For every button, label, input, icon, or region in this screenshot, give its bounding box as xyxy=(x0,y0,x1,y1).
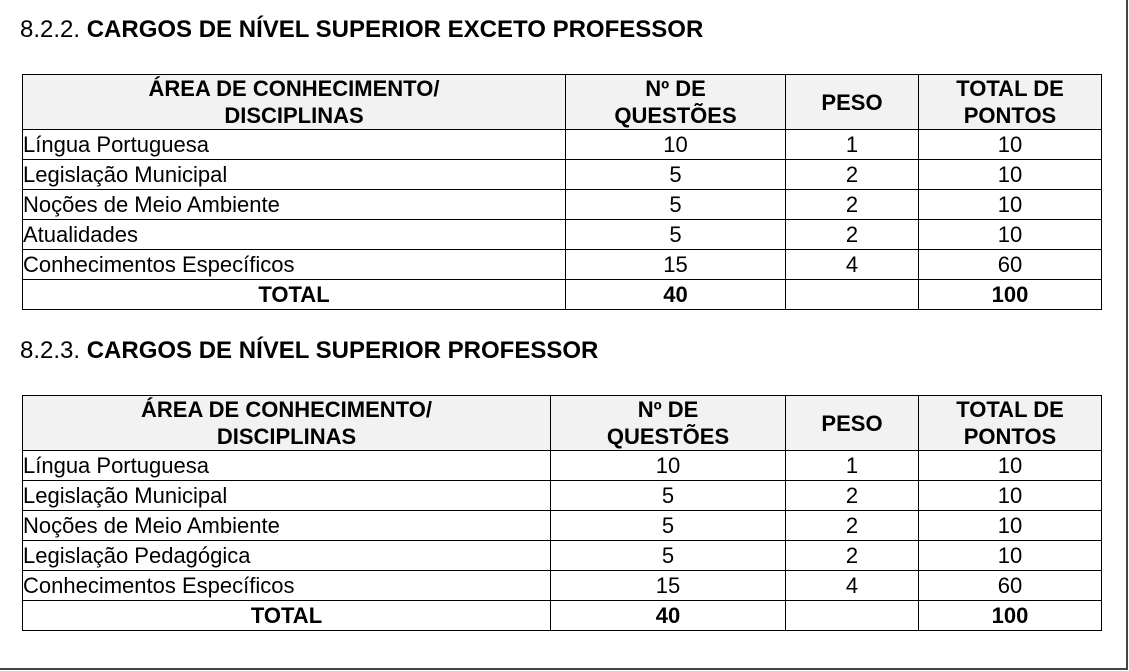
header-questoes-line2: QUESTÕES xyxy=(606,424,730,449)
cell-peso: 1 xyxy=(786,130,919,160)
header-questoes xyxy=(551,396,786,451)
total-pontos: 100 xyxy=(919,280,1102,310)
cell-questoes: 5 xyxy=(551,541,786,571)
table-header-row xyxy=(23,396,1102,451)
cell-questoes: 15 xyxy=(566,250,786,280)
header-area-line1: ÁREA DE CONHECIMENTO/ xyxy=(141,397,432,422)
cell-area: Atualidades xyxy=(23,220,566,250)
cell-area: Língua Portuguesa xyxy=(23,451,551,481)
cell-pontos: 10 xyxy=(919,160,1102,190)
total-questoes: 40 xyxy=(566,280,786,310)
table-header-row xyxy=(23,75,1102,130)
header-total-line1: TOTAL DE xyxy=(956,397,1064,422)
table-row xyxy=(23,451,1102,481)
cell-peso: 2 xyxy=(786,511,919,541)
header-total-line2: PONTOS xyxy=(963,424,1057,449)
header-area-line2: DISCIPLINAS xyxy=(216,424,357,449)
header-questoes-line1: Nº DE xyxy=(637,397,699,422)
header-area xyxy=(23,396,551,451)
cell-pontos: 10 xyxy=(919,511,1102,541)
section-title: CARGOS DE NÍVEL SUPERIOR EXCETO PROFESSOR xyxy=(86,16,704,43)
header-area xyxy=(23,75,566,130)
cell-questoes: 5 xyxy=(566,190,786,220)
table-row xyxy=(23,220,1102,250)
section-heading-822 xyxy=(20,16,703,44)
cell-peso: 2 xyxy=(786,190,919,220)
cell-questoes: 15 xyxy=(551,571,786,601)
cell-pontos: 60 xyxy=(919,571,1102,601)
cell-area: Noções de Meio Ambiente xyxy=(23,511,551,541)
cell-peso: 2 xyxy=(786,160,919,190)
total-questoes: 40 xyxy=(551,601,786,631)
header-total-pontos xyxy=(919,75,1102,130)
cell-pontos: 10 xyxy=(919,481,1102,511)
table-row xyxy=(23,481,1102,511)
cell-area: Noções de Meio Ambiente xyxy=(23,190,566,220)
header-area-line2: DISCIPLINAS xyxy=(224,103,364,128)
cell-peso: 4 xyxy=(786,250,919,280)
table-superior-professor xyxy=(22,395,1102,631)
header-peso xyxy=(786,75,919,130)
cell-pontos: 10 xyxy=(919,451,1102,481)
cell-area: Conhecimentos Específicos xyxy=(23,250,566,280)
section-number: 8.2.2. xyxy=(20,16,81,43)
cell-pontos: 10 xyxy=(919,190,1102,220)
table-row xyxy=(23,190,1102,220)
table-row xyxy=(23,511,1102,541)
table-total-row xyxy=(23,280,1102,310)
table-row xyxy=(23,250,1102,280)
header-area-line1: ÁREA DE CONHECIMENTO/ xyxy=(148,76,440,101)
table-superior-exceto-professor xyxy=(22,74,1102,310)
header-total-pontos xyxy=(919,396,1102,451)
cell-area: Legislação Municipal xyxy=(23,481,551,511)
header-total-line1: TOTAL DE xyxy=(956,76,1064,101)
header-peso-label: PESO xyxy=(821,89,883,115)
header-questoes-line2: QUESTÕES xyxy=(614,103,737,128)
section-heading-823 xyxy=(20,337,598,365)
table-row xyxy=(23,160,1102,190)
cell-questoes: 5 xyxy=(551,511,786,541)
cell-area: Língua Portuguesa xyxy=(23,130,566,160)
header-peso xyxy=(786,396,919,451)
total-label: TOTAL xyxy=(23,280,566,310)
cell-peso: 2 xyxy=(786,481,919,511)
table-row xyxy=(23,130,1102,160)
cell-questoes: 5 xyxy=(566,160,786,190)
cell-pontos: 60 xyxy=(919,250,1102,280)
cell-area: Legislação Municipal xyxy=(23,160,566,190)
cell-questoes: 10 xyxy=(551,451,786,481)
cell-area: Conhecimentos Específicos xyxy=(23,571,551,601)
cell-pontos: 10 xyxy=(919,130,1102,160)
cell-peso: 2 xyxy=(786,541,919,571)
table-row xyxy=(23,571,1102,601)
cell-questoes: 5 xyxy=(566,220,786,250)
total-peso xyxy=(786,601,919,631)
header-questoes xyxy=(566,75,786,130)
table-total-row xyxy=(23,601,1102,631)
total-pontos: 100 xyxy=(919,601,1102,631)
section-number: 8.2.3. xyxy=(20,337,81,364)
cell-peso: 1 xyxy=(786,451,919,481)
cell-questoes: 5 xyxy=(551,481,786,511)
header-questoes-line1: Nº DE xyxy=(645,76,706,101)
cell-pontos: 10 xyxy=(919,220,1102,250)
cell-area: Legislação Pedagógica xyxy=(23,541,551,571)
section-title: CARGOS DE NÍVEL SUPERIOR PROFESSOR xyxy=(86,337,599,364)
cell-questoes: 10 xyxy=(566,130,786,160)
cell-peso: 4 xyxy=(786,571,919,601)
table-row xyxy=(23,541,1102,571)
header-peso-label: PESO xyxy=(821,410,883,436)
cell-peso: 2 xyxy=(786,220,919,250)
total-peso xyxy=(786,280,919,310)
cell-pontos: 10 xyxy=(919,541,1102,571)
total-label: TOTAL xyxy=(23,601,551,631)
header-total-line2: PONTOS xyxy=(963,103,1057,128)
